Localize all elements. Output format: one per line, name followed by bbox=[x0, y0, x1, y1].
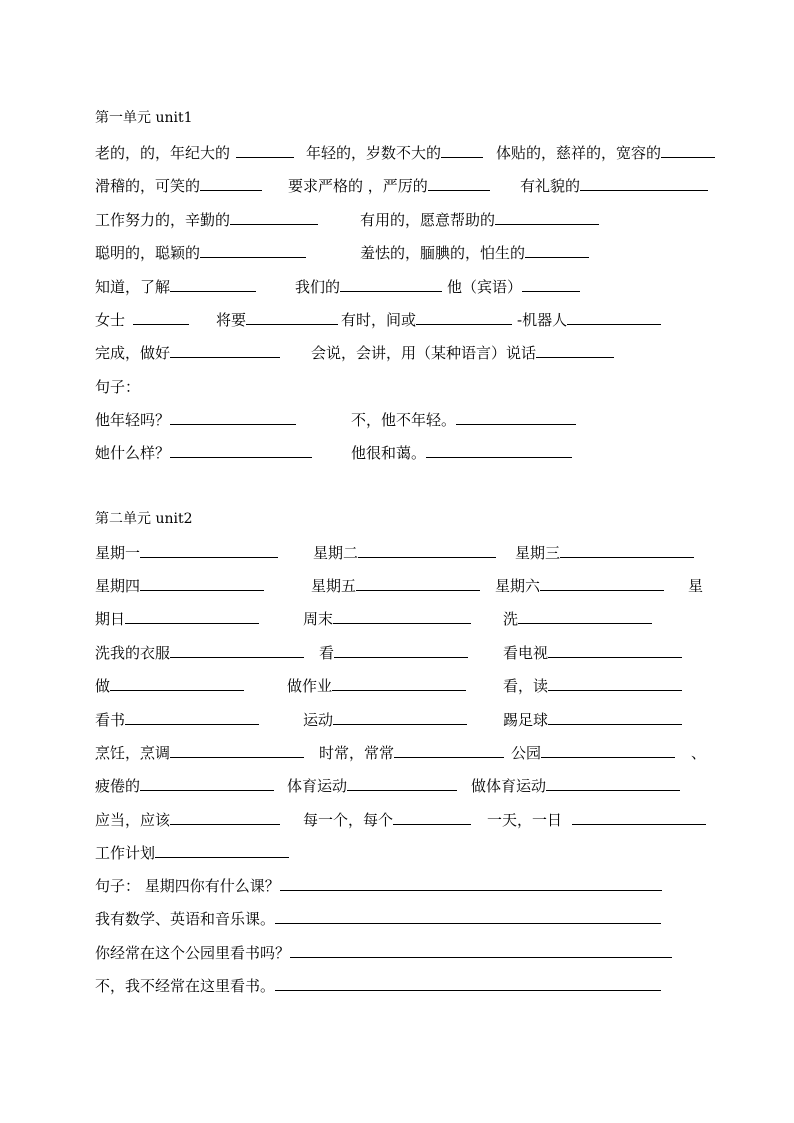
answer-blank[interactable] bbox=[572, 810, 706, 825]
answer-blank[interactable] bbox=[522, 277, 580, 292]
vocab-item: 老的，的，年纪大的 bbox=[95, 143, 294, 163]
sentence-item: 不，他不年轻。 bbox=[351, 410, 576, 430]
vocab-item: 工作努力的，辛勤的 bbox=[95, 210, 318, 230]
vocab-item: 有时，间或 bbox=[341, 310, 512, 330]
vocab-item: 做作业 bbox=[287, 676, 466, 696]
answer-blank[interactable] bbox=[170, 277, 256, 292]
answer-blank[interactable] bbox=[140, 776, 274, 791]
answer-blank[interactable] bbox=[661, 143, 715, 158]
answer-blank[interactable] bbox=[170, 343, 280, 358]
vocab-item: 将要 bbox=[216, 310, 338, 330]
vocab-item: 他（宾语） bbox=[447, 277, 580, 297]
unit2-sentence-4: 不，我不经常在这里看书。 bbox=[95, 976, 661, 996]
answer-blank[interactable] bbox=[441, 143, 483, 158]
answer-blank[interactable] bbox=[280, 876, 662, 891]
vocab-item: 工作计划 bbox=[95, 843, 289, 863]
vocab-item: 女士 bbox=[95, 310, 189, 330]
answer-blank[interactable] bbox=[290, 943, 672, 958]
vocab-item: 疲倦的 bbox=[95, 776, 274, 796]
answer-blank[interactable] bbox=[347, 776, 457, 791]
unit2-title: 第二单元 unit2 bbox=[95, 511, 193, 527]
vocab-item: 烹饪，烹调 bbox=[95, 743, 304, 763]
vocab-item: 运动 bbox=[303, 710, 467, 730]
answer-blank[interactable] bbox=[580, 176, 708, 191]
answer-blank[interactable] bbox=[133, 310, 189, 325]
answer-blank[interactable] bbox=[333, 710, 467, 725]
answer-blank[interactable] bbox=[170, 743, 304, 758]
vocab-item: 年轻的，岁数不大的 bbox=[306, 143, 483, 163]
answer-blank[interactable] bbox=[358, 543, 496, 558]
answer-blank[interactable] bbox=[428, 176, 490, 191]
answer-blank[interactable] bbox=[394, 743, 504, 758]
unit2-sentence-3: 你经常在这个公园里看书吗？ bbox=[95, 943, 672, 963]
answer-blank[interactable] bbox=[230, 210, 318, 225]
vocab-item: 星 bbox=[688, 577, 704, 595]
vocab-item: -机器人 bbox=[517, 310, 661, 330]
vocab-item: 星期三 bbox=[515, 543, 694, 563]
answer-blank[interactable] bbox=[125, 609, 259, 624]
vocab-item: 体贴的，慈祥的，宽容的 bbox=[496, 143, 715, 163]
answer-blank[interactable] bbox=[200, 243, 306, 258]
vocab-item: 滑稽的，可笑的 bbox=[95, 176, 262, 196]
vocab-item: 看 bbox=[319, 643, 468, 663]
answer-blank[interactable] bbox=[200, 176, 262, 191]
vocab-item: 期日 bbox=[95, 609, 259, 629]
answer-blank[interactable] bbox=[332, 676, 466, 691]
vocab-item: 星期四 bbox=[95, 576, 264, 596]
vocab-item: 聪明的，聪颖的 bbox=[95, 243, 306, 263]
unit2-sentence-1: 句子： 星期四你有什么课？ bbox=[95, 876, 662, 896]
answer-blank[interactable] bbox=[356, 576, 480, 591]
vocab-item: 有礼貌的 bbox=[520, 176, 708, 196]
vocab-item: 踢足球 bbox=[503, 710, 682, 730]
answer-blank[interactable] bbox=[416, 310, 512, 325]
answer-blank[interactable] bbox=[567, 310, 661, 325]
answer-blank[interactable] bbox=[140, 576, 264, 591]
answer-blank[interactable] bbox=[170, 810, 280, 825]
unit1-sentence-label: 句子： bbox=[95, 378, 141, 396]
answer-blank[interactable] bbox=[426, 443, 572, 458]
answer-blank[interactable] bbox=[548, 676, 682, 691]
answer-blank[interactable] bbox=[236, 143, 294, 158]
vocab-item: 、 bbox=[691, 744, 707, 762]
answer-blank[interactable] bbox=[495, 210, 599, 225]
sentence-item: 她什么样？ bbox=[95, 443, 312, 463]
vocab-item: 看，读 bbox=[503, 676, 682, 696]
answer-blank[interactable] bbox=[560, 543, 694, 558]
answer-blank[interactable] bbox=[536, 343, 614, 358]
answer-blank[interactable] bbox=[246, 310, 338, 325]
answer-blank[interactable] bbox=[548, 710, 682, 725]
vocab-item: 星期六 bbox=[495, 576, 664, 596]
vocab-item: 看书 bbox=[95, 710, 259, 730]
answer-blank[interactable] bbox=[155, 843, 289, 858]
vocab-item: 洗 bbox=[503, 609, 652, 629]
vocab-item: 体育运动 bbox=[287, 776, 457, 796]
vocab-item: 时常，常常 bbox=[319, 743, 504, 763]
vocab-item: 看电视 bbox=[503, 643, 682, 663]
answer-blank[interactable] bbox=[333, 609, 471, 624]
vocab-item: 有用的，愿意帮助的 bbox=[360, 210, 599, 230]
sentence-item: 他很和蔼。 bbox=[351, 443, 572, 463]
answer-blank[interactable] bbox=[125, 710, 259, 725]
vocab-item: 一天，一日 bbox=[487, 810, 706, 830]
answer-blank[interactable] bbox=[393, 810, 471, 825]
answer-blank[interactable] bbox=[340, 277, 442, 292]
unit2-sentence-2: 我有数学、英语和音乐课。 bbox=[95, 909, 661, 929]
answer-blank[interactable] bbox=[546, 776, 680, 791]
vocab-item: 知道，了解 bbox=[95, 277, 256, 297]
vocab-item: 公园 bbox=[511, 743, 675, 763]
answer-blank[interactable] bbox=[541, 743, 675, 758]
vocab-item: 做体育运动 bbox=[471, 776, 680, 796]
vocab-item: 星期五 bbox=[311, 576, 480, 596]
vocab-item: 会说，会讲，用（某种语言）说话 bbox=[311, 343, 614, 363]
vocab-item: 要求严格的 ，严厉的 bbox=[288, 176, 490, 196]
answer-blank[interactable] bbox=[275, 909, 661, 924]
vocab-item: 我们的 bbox=[295, 277, 442, 297]
answer-blank[interactable] bbox=[548, 643, 682, 658]
answer-blank[interactable] bbox=[540, 576, 664, 591]
answer-blank[interactable] bbox=[170, 643, 304, 658]
vocab-item: 洗我的衣服 bbox=[95, 643, 304, 663]
sentence-item: 他年轻吗？ bbox=[95, 410, 296, 430]
answer-blank[interactable] bbox=[140, 543, 278, 558]
vocab-item: 星期一 bbox=[95, 543, 278, 563]
vocab-item: 星期二 bbox=[313, 543, 496, 563]
vocab-item: 每一个，每个 bbox=[303, 810, 471, 830]
answer-blank[interactable] bbox=[525, 243, 589, 258]
answer-blank[interactable] bbox=[334, 643, 468, 658]
answer-blank[interactable] bbox=[275, 976, 661, 991]
answer-blank[interactable] bbox=[518, 609, 652, 624]
vocab-item: 完成，做好 bbox=[95, 343, 280, 363]
answer-blank[interactable] bbox=[170, 410, 296, 425]
vocab-item: 羞怯的，腼腆的，怕生的 bbox=[360, 243, 589, 263]
answer-blank[interactable] bbox=[110, 676, 244, 691]
vocab-item: 应当，应该 bbox=[95, 810, 280, 830]
vocab-item: 做 bbox=[95, 676, 244, 696]
unit1-title: 第一单元 unit1 bbox=[95, 110, 193, 126]
answer-blank[interactable] bbox=[170, 443, 312, 458]
answer-blank[interactable] bbox=[456, 410, 576, 425]
vocab-item: 周末 bbox=[303, 609, 471, 629]
